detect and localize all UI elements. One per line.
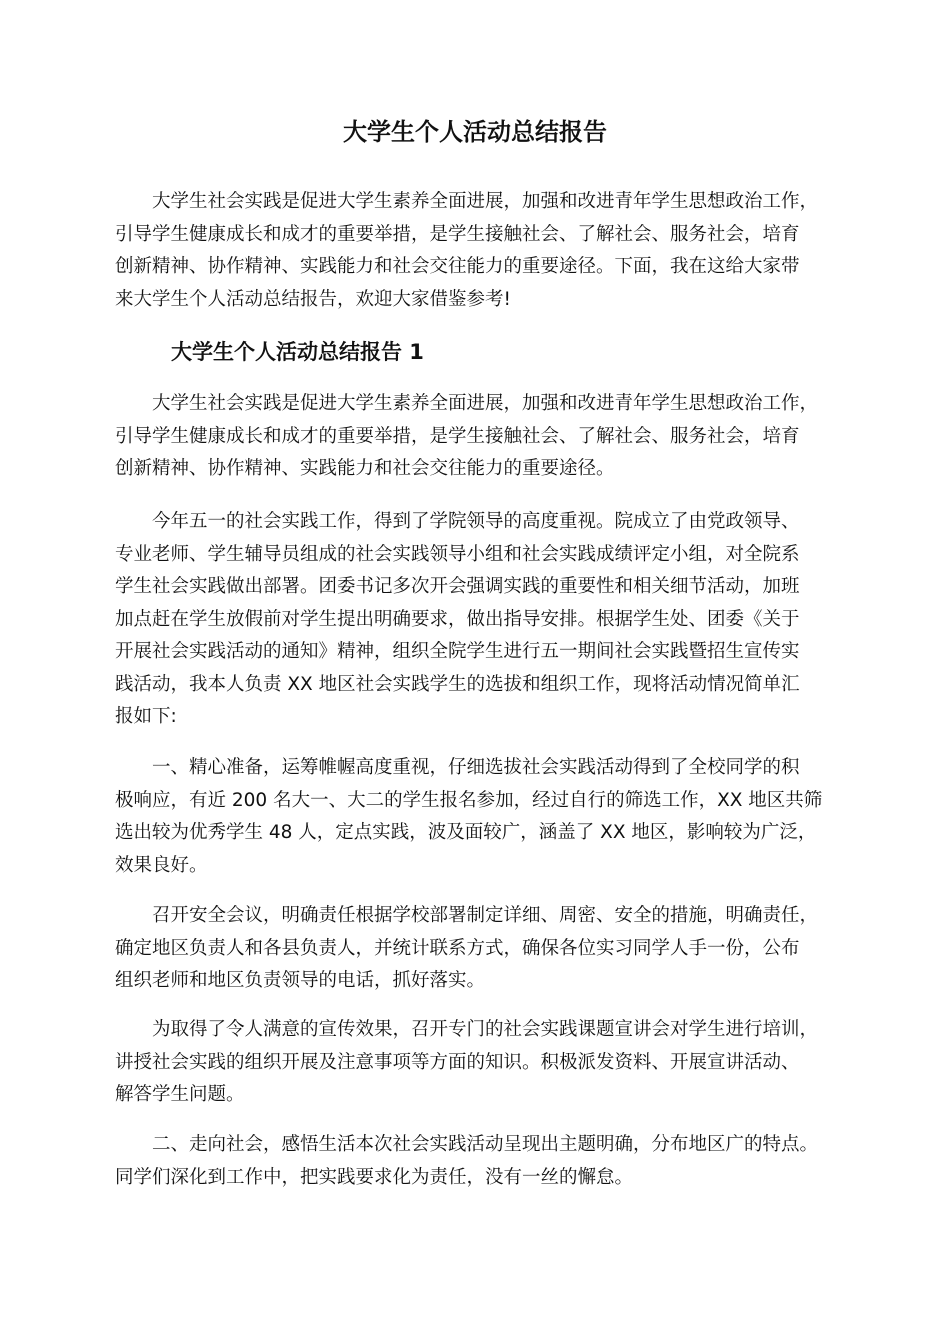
- paragraph-line: 大学生社会实践是促进大学生素养全面进展，加强和改进青年学生思想政治工作，: [152, 191, 819, 212]
- body-paragraph: [115, 1014, 840, 1112]
- paragraph-line: 解答学生问题。: [115, 1084, 245, 1105]
- paragraph-line: 确定地区负责人和各县负责人，并统计联系方式，确保各位实习同学人手一份，公布: [115, 937, 800, 959]
- paragraph-line: 报如下:: [115, 706, 177, 727]
- paragraph-line: 为取得了令人满意的宣传效果，召开专门的社会实践课题宣讲会对学生进行培训，: [152, 1019, 819, 1040]
- document-title: 大学生个人活动总结报告: [343, 118, 607, 146]
- paragraph-line: 引导学生健康成长和成才的重要举措，是学生接触社会、了解社会、服务社会，培育: [115, 425, 800, 447]
- paragraph-line: 加点赶在学生放假前对学生提出明确要求，做出指导安排。根据学生处、团委《关于: [115, 608, 800, 630]
- paragraph-line: 选出较为优秀学生 48 人，定点实践，波及面较广，涵盖了 XX 地区，影响较为广泛，: [115, 822, 817, 843]
- paragraph-line: 学生社会实践做出部署。团委书记多次开会强调实践的重要性和相关细节活动，加班: [115, 576, 800, 597]
- body-paragraph: [115, 506, 840, 734]
- paragraph-line: 组织老师和地区负责领导的电话，抓好落实。: [115, 970, 486, 991]
- paragraph-line: 召开安全会议，明确责任根据学校部署制定详细、周密、安全的措施，明确责任，: [152, 905, 819, 926]
- paragraph-line: 极响应，有近 200 名大一、大二的学生报名参加，经过自行的筛选工作，XX 地区共筛: [115, 789, 823, 811]
- body-paragraph: [115, 1129, 840, 1194]
- paragraph-line: 创新精神、协作精神、实践能力和社会交往能力的重要途径。下面，我在这给大家带: [115, 256, 800, 277]
- paragraph-line: 践活动，我本人负责 XX 地区社会实践学生的选拔和组织工作，现将活动情况简单汇: [115, 673, 800, 695]
- intro-paragraph: [115, 186, 840, 316]
- body-paragraph: [115, 752, 840, 882]
- section-title: 大学生个人活动总结报告 1: [171, 340, 424, 364]
- paragraph-line: 二、走向社会，感悟生活本次社会实践活动呈现出主题明确，分布地区广的特点。: [152, 1134, 819, 1155]
- paragraph-line: 创新精神、协作精神、实践能力和社会交往能力的重要途径。: [115, 458, 615, 479]
- body-paragraph: [115, 388, 840, 486]
- paragraph-line: 引导学生健康成长和成才的重要举措，是学生接触社会、了解社会、服务社会，培育: [115, 223, 800, 245]
- paragraph-line: 大学生社会实践是促进大学生素养全面进展，加强和改进青年学生思想政治工作，: [152, 393, 819, 414]
- paragraph-line: 今年五一的社会实践工作，得到了学院领导的高度重视。院成立了由党政领导、: [152, 511, 800, 532]
- paragraph-line: 开展社会实践活动的通知》精神，组织全院学生进行五一期间社会实践暨招生宣传实: [115, 641, 800, 662]
- paragraph-line: 讲授社会实践的组织开展及注意事项等方面的知识。积极派发资料、开展宣讲活动、: [115, 1051, 800, 1073]
- paragraph-line: 同学们深化到工作中，把实践要求化为责任，没有一丝的懈怠。: [115, 1166, 634, 1188]
- paragraph-line: 专业老师、学生辅导员组成的社会实践领导小组和社会实践成绩评定小组，对全院系: [115, 543, 800, 565]
- paragraph-line: 效果良好。: [115, 854, 208, 876]
- paragraph-line: 来大学生个人活动总结报告，欢迎大家借鉴参考!: [115, 288, 511, 310]
- paragraph-line: 一、精心准备，运筹帷幄高度重视，仔细选拔社会实践活动得到了全校同学的积: [152, 757, 800, 778]
- body-paragraph: [115, 900, 840, 998]
